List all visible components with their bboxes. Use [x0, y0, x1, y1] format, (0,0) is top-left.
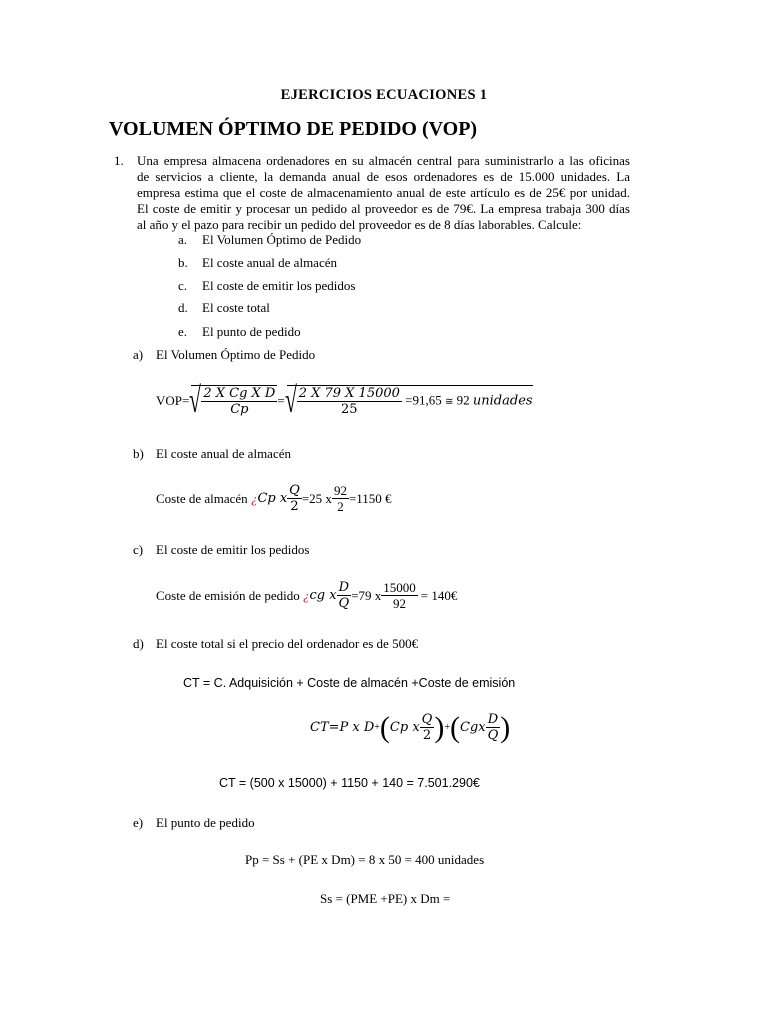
- document-title: VOLUMEN ÓPTIMO DE PEDIDO (VOP): [109, 118, 478, 140]
- emission-part1: cg x: [309, 588, 337, 603]
- section-e-letter: e): [133, 815, 144, 830]
- vop-final-number: 92: [456, 392, 470, 408]
- sub-item-text: El punto de pedido: [202, 324, 301, 339]
- storage-frac1-den: 2: [290, 499, 299, 514]
- section-b-heading: El coste anual de almacén: [156, 446, 291, 461]
- vop-frac1-den: Cp: [230, 402, 249, 417]
- emission-part2: =79 x: [351, 587, 382, 603]
- sub-item-letter: c.: [178, 278, 188, 293]
- sub-item-letter: a.: [178, 232, 188, 247]
- sub-item-text: El coste de emitir los pedidos: [202, 278, 356, 293]
- sub-item-letter: e.: [178, 324, 188, 339]
- emission-frac2-den: 92: [393, 596, 407, 611]
- emission-red-symbol: ¿: [302, 587, 310, 603]
- section-e-heading: El punto de pedido: [156, 815, 255, 830]
- tc-paren-close-1: ): [434, 710, 445, 744]
- tc-frac1-num: Q: [421, 712, 433, 727]
- emission-frac2-num: 15000: [383, 580, 416, 595]
- section-c-heading: El coste de emitir los pedidos: [156, 542, 310, 557]
- problem-line: El coste de emitir y procesar un pedido al proveedor es de 79€. La empresa trabaja 300 días: [137, 201, 630, 216]
- problem-line: empresa estima que el coste de almacenamiento anual de este artículo es de 25€ por unidad.: [137, 185, 630, 200]
- total-cost-formula: [310, 712, 510, 743]
- tc-group2: Cgx: [459, 720, 486, 735]
- tc-lhs: CT=P x D: [310, 720, 375, 735]
- vop-frac2-den: 25: [341, 402, 358, 417]
- sub-item-text: El coste anual de almacén: [202, 255, 337, 270]
- section-d-heading: El coste total si el precio del ordenador es de 500€: [156, 636, 419, 651]
- tc-plus-1: +: [374, 722, 380, 733]
- storage-cost-label: Coste de almacén: [156, 490, 251, 506]
- sub-item-text: El coste total: [202, 300, 270, 315]
- storage-frac1-num: Q: [289, 483, 300, 498]
- problem-line: de servicios a cliente, la demanda anual de esos ordenadores es de 15.000 unidades. La: [137, 169, 630, 184]
- emission-cost-formula: [156, 580, 457, 611]
- storage-part2: =25 x: [301, 490, 332, 506]
- vop-formula: [156, 380, 533, 420]
- problem-statement: [137, 153, 630, 233]
- vop-frac1-num: 2 X Cg X D: [203, 386, 276, 401]
- problem-number: 1.: [114, 153, 124, 168]
- vop-sqrt-2: √ $\frac{2 X 79 X 15000}{25}$ =91,65 ≅ 92 unidades: [284, 380, 533, 420]
- section-a-heading: El Volumen Óptimo de Pedido: [156, 347, 316, 362]
- vop-sqrt-1: √ $\frac{\text{2 X Cg X D}}{Cp}$: [189, 380, 276, 420]
- vop-result: =91,65: [405, 392, 442, 408]
- storage-part1: Cp x: [257, 491, 288, 506]
- section-c-letter: c): [133, 542, 144, 557]
- safety-stock-formula: Ss = (PME +PE) x Dm =: [320, 891, 451, 906]
- storage-result: =1150 €: [348, 490, 392, 506]
- storage-frac2-num: 92: [333, 483, 347, 498]
- sub-item-letter: b.: [178, 255, 188, 270]
- problem-line: al año y el pazo para recibir un pedido del proveedor es de 8 días laborables. Calcule:: [137, 217, 582, 232]
- tc-frac2-num: D: [486, 712, 501, 728]
- problem-line: Una empresa almacena ordenadores en su almacén central para suministrarlo a las oficinas: [137, 153, 630, 168]
- emission-frac1-den: Q: [338, 596, 350, 611]
- tc-plus-2: +: [444, 722, 450, 733]
- vop-eq1: =: [277, 393, 285, 408]
- approx-symbol: ≅: [445, 396, 454, 408]
- tc-paren-open-1: (: [379, 710, 390, 744]
- storage-red-symbol: ¿: [250, 490, 258, 506]
- tc-paren-open-2: (: [449, 710, 460, 744]
- sub-item-text: El Volumen Óptimo de Pedido: [202, 232, 362, 247]
- vop-frac2-num: 2 X 79 X 15000: [298, 386, 400, 401]
- emission-cost-label: Coste de emisión de pedido: [156, 587, 303, 603]
- tc-group1: Cp x: [389, 720, 420, 735]
- total-cost-calculation: CT = (500 x 15000) + 1150 + 140 = 7.501.290€: [219, 776, 480, 790]
- vop-final-unit: unidades: [472, 393, 533, 409]
- tc-paren-close-2: ): [500, 710, 511, 744]
- tc-frac1-den: 2: [422, 728, 432, 743]
- reorder-point-formula: Pp = Ss + (PE x Dm) = 8 x 50 = 400 unidades: [245, 852, 485, 867]
- storage-frac2-den: 2: [337, 499, 344, 514]
- tc-frac2-den: Q: [487, 728, 499, 743]
- vop-lhs: VOP=: [156, 393, 190, 408]
- section-b-letter: b): [133, 446, 144, 461]
- storage-cost-formula: [156, 483, 392, 514]
- emission-frac1-num: D: [337, 580, 352, 596]
- total-cost-definition: CT = C. Adquisición + Coste de almacén +Coste de emisión: [183, 676, 516, 690]
- sub-item-letter: d.: [178, 300, 188, 315]
- section-a-letter: a): [133, 347, 144, 362]
- emission-result: = 140€: [420, 587, 458, 603]
- section-d-letter: d): [133, 636, 144, 651]
- document-header: EJERCICIOS ECUACIONES 1: [280, 87, 488, 103]
